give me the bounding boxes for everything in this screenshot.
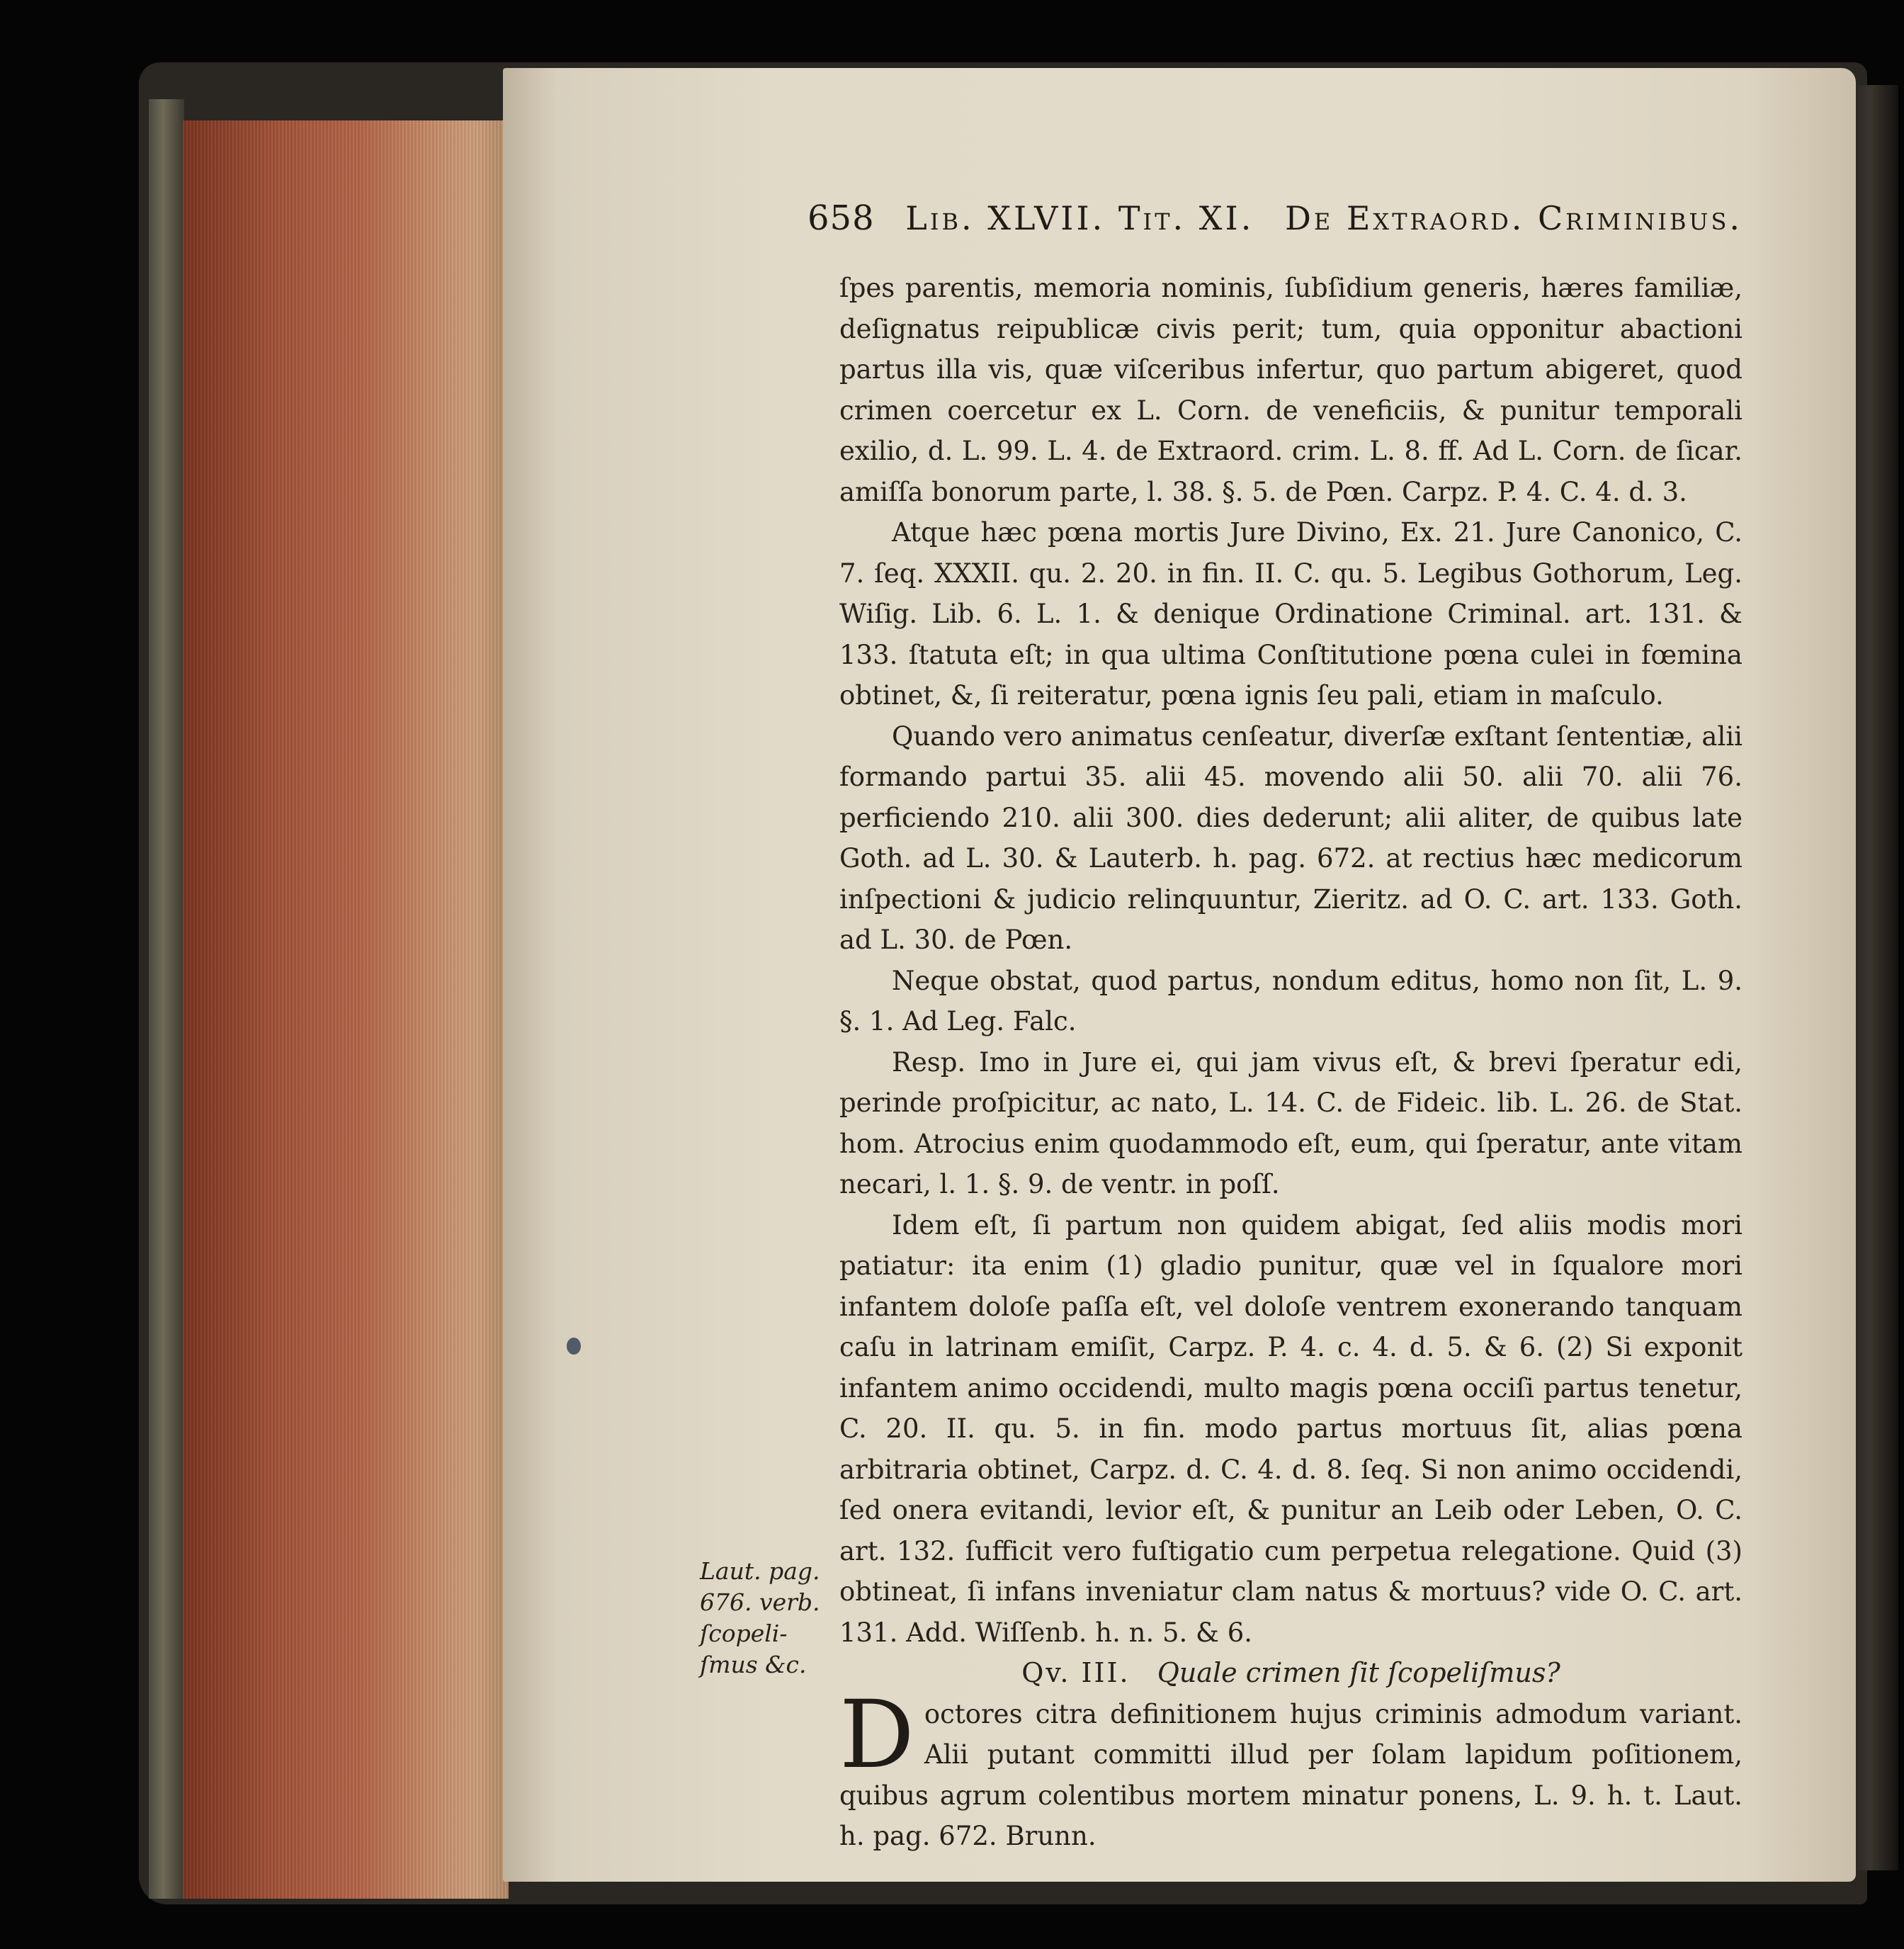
question-label: Qv. III.: [1021, 1657, 1130, 1688]
ink-blot: [567, 1338, 581, 1355]
paragraph: Neque obstat, quod partus, nondum editus, homo non ſit, L. 9. §. 1. Ad Leg. Falc.: [839, 965, 1742, 1036]
marginal-note: [700, 1556, 834, 1680]
header-title-right: De Extraord. Criminibus.: [1284, 199, 1742, 237]
marginal-note-line: Laut. pag.: [700, 1557, 820, 1585]
question-text: Quale crimen ſit ſcopeliſmus?: [1157, 1657, 1560, 1688]
final-paragraph-text: octores citra definitionem hujus criminis admodum variant. Alii putant committi illud per ſolam lapidum poſitionem, quibus agrum colentibus mortem minatur ponens, L. 9. h. t. Laut. h. pag. 672. Brunn.: [839, 1698, 1742, 1851]
paragraph: Idem eſt, ſi partum non quidem abigat, ſed aliis modis mori patiatur: ita enim (1) gladio punitur, quæ vel in ſqualore mori infantem doloſe paſſa eſt, vel doloſe ventrem exonerando tanquam caſu in latrinam emiſit, Carpz. P. 4. c. 4. d. 5. & 6. (2) Si exponit infantem animo occidendi, multo magis pœna occiſi partus tenetur, C. 20. II. qu. 5. in fin. modo partus mortuus ſit, alias pœna arbitraria obtinet, Carpz. d. C. 4. d. 8. ſeq. Si non animo occidendi, ſed onera evitandi, levior eſt, & punitur an Leib oder Leben, O. C. art. 132. ſufficit vero fuſtigatio cum perpetua relegatione. Quid (3) obtineat, ſi infans inveniatur clam natus & mortuus? vide O. C. art. 131. Add. Wiſſenb. h. n. 5. & 6.: [839, 1209, 1742, 1648]
drop-cap: D: [839, 1680, 914, 1790]
paragraph: Resp. Imo in Jure ei, qui jam vivus eſt, & brevi ſperatur edi, perinde proſpicitur, ac nato, L. 14. C. de Fideic. lib. L. 26. de Stat. hom. Atrocius enim quodammodo eſt, eum, qui ſperatur, ante vitam necari, l. 1. §. 9. de ventr. in poſſ.: [839, 1046, 1742, 1199]
paragraph: Quando vero animatus cenſeatur, diverſæ exſtant ſententiæ, alii formando partui 35. alii 45. movendo alii 50. alii 70. alii 76. perficiendo 210. alii 300. dies dederunt; alii aliter, de quibus late Goth. ad L. 30. & Lauterb. h. pag. 672. at rectius hæc medicorum inſpectioni & judicio relinquuntur, Zieritz. ad O. C. art. 133. Goth. ad L. 30. de Pœn.: [839, 721, 1742, 955]
marginal-note-line: ſmus &c.: [700, 1651, 807, 1678]
paragraph: ſpes parentis, memoria nominis, ſubſidium generis, hæres familiæ, deſignatus reipublicæ civis perit; tum, quia opponitur abactioni partus illa vis, quæ viſceribus infertur, quo partum abigeret, quod crimen coercetur ex L. Corn. de veneficiis, & punitur temporali exilio, d. L. 99. L. 4. de Extraord. crim. L. 8. ff. Ad L. Corn. de ſicar. amiſſa bonorum parte, l. 38. §. 5. de Pœn. Carpz. P. 4. C. 4. d. 3.: [839, 273, 1742, 507]
marginal-note-line: 676. verb.: [700, 1588, 820, 1616]
final-paragraph: [839, 1680, 1742, 1857]
body-text: [839, 268, 1742, 1857]
running-header: [808, 198, 1742, 238]
page-block-edges: [183, 120, 509, 1899]
page-number: 658: [808, 198, 875, 238]
question-heading: [839, 1653, 1742, 1694]
paragraph: Atque hæc pœna mortis Jure Divino, Ex. 21. Jure Canonico, C. 7. ſeq. XXXII. qu. 2. 20. in fin. II. C. qu. 5. Legibus Gothorum, Leg. Wiſig. Lib. 6. L. 1. & denique Ordinatione Criminal. art. 131. & 133. ſtatuta eſt; in qua ultima Conſtitutione pœna culei in fœmina obtinet, &, ſi reiteratur, pœna ignis ſeu pali, etiam in maſculo.: [839, 517, 1742, 711]
book-spine-edge: [149, 99, 184, 1899]
marginal-note-line: ſcopeli-: [700, 1620, 788, 1647]
header-title-left: Lib. XLVII. Tit. XI.: [905, 199, 1254, 237]
